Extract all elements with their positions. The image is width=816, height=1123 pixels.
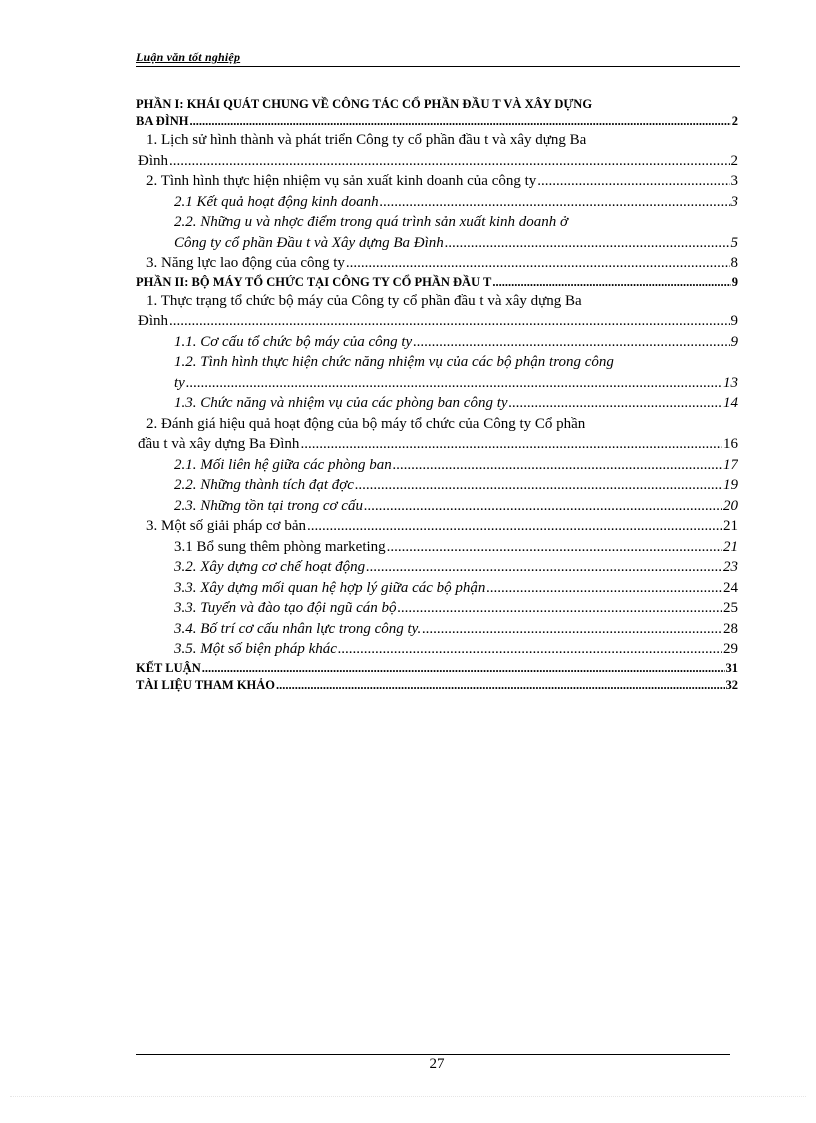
- toc-part-title: TÀI LIỆU THAM KHẢO: [136, 677, 276, 692]
- toc-item-title: 3.5. Một số biện pháp khác: [174, 641, 337, 657]
- toc-p2-item-3-3b[interactable]: [136, 598, 738, 619]
- toc-p2-item-3-2[interactable]: [136, 557, 738, 578]
- toc-page-number: 9: [731, 274, 738, 289]
- leader-dots: [413, 332, 729, 353]
- header-title: Luận văn tốt nghiệp: [136, 50, 241, 64]
- leader-dots: [387, 537, 722, 558]
- toc-item-title-cont: ty: [174, 374, 185, 391]
- toc-page-number: 29: [723, 641, 738, 657]
- toc-page-number: 8: [730, 255, 738, 271]
- toc-p2-item-1-3[interactable]: [136, 393, 738, 414]
- leader-dots: [509, 393, 722, 414]
- toc-item-1[interactable]: [136, 151, 738, 172]
- toc-item-title-cont: Công ty cổ phần Đầu t và Xây dựng Ba Đình: [174, 234, 444, 251]
- toc-item-title: 3.4. Bố trí cơ cấu nhân lực trong công ty.: [174, 620, 422, 637]
- toc-page-number: 2: [730, 152, 738, 169]
- toc-part-title: PHẦN II: BỘ MÁY TỔ CHỨC TẠI CÔNG TY CỔ PHẦN ĐẦU T: [136, 274, 492, 289]
- toc-item-2-1[interactable]: [136, 192, 738, 213]
- toc-item-1-line1: 1. Lịch sử hình thành và phát triển Công ty cổ phần đầu t và xây dựng Ba: [146, 132, 587, 148]
- page-header: [136, 48, 740, 67]
- table-of-contents: [136, 96, 738, 694]
- leader-dots: [492, 274, 730, 291]
- leader-dots: [393, 455, 722, 476]
- toc-part-title: KẾT LUẬN: [136, 660, 201, 675]
- leader-dots: [169, 151, 730, 172]
- toc-item-title: 2.2. Những thành tích đạt đợc: [174, 477, 354, 493]
- toc-part1-title-cont: BA ĐÌNH: [136, 114, 189, 128]
- toc-references[interactable]: [136, 677, 738, 694]
- leader-dots: [338, 639, 722, 660]
- toc-page-number: 24: [723, 579, 738, 596]
- leader-dots: [486, 578, 722, 599]
- page-bottom-edge: [10, 1096, 806, 1097]
- toc-p2-item-1-line1: 1. Thực trạng tổ chức bộ máy của Công ty cổ phần đầu t và xây dựng Ba: [146, 292, 582, 309]
- toc-page-number: 20: [723, 497, 738, 514]
- leader-dots: [380, 192, 730, 213]
- toc-page-number: 13: [723, 374, 738, 391]
- toc-item-2[interactable]: [136, 171, 738, 192]
- toc-item-title: 3.3. Xây dựng mối quan hệ hợp lý giữa các bộ phận: [174, 579, 486, 596]
- toc-item-title-cont: Đình: [138, 313, 168, 329]
- toc-p2-item-3-5[interactable]: [136, 639, 738, 660]
- toc-p2-item-3-4[interactable]: [136, 619, 738, 640]
- leader-dots: [364, 496, 722, 517]
- toc-item-title: 2.1 Kết quả hoạt động kinh doanh: [174, 193, 379, 210]
- toc-page-number: 16: [723, 436, 738, 452]
- toc-part1-line1: PHẦN I: KHÁI QUÁT CHUNG VỀ CÔNG TÁC CỔ PHẦN ĐẦU T VÀ XÂY DỰNG: [136, 97, 593, 111]
- leader-dots: [300, 434, 722, 455]
- toc-p2-item-1[interactable]: [136, 311, 738, 332]
- toc-item-2-2[interactable]: [136, 233, 738, 254]
- leader-dots: [537, 171, 729, 192]
- toc-part2[interactable]: [136, 274, 738, 291]
- toc-item-title: 3. Một số giải pháp cơ bản: [146, 518, 306, 534]
- toc-p2-item-1-2[interactable]: [136, 373, 738, 394]
- toc-page-number: 25: [723, 600, 738, 616]
- toc-item-3[interactable]: [136, 253, 738, 274]
- leader-dots: [169, 311, 730, 332]
- toc-part1-line2[interactable]: [136, 113, 738, 130]
- toc-item-title: 3. Năng lực lao động của công ty: [146, 255, 345, 271]
- leader-dots: [202, 660, 725, 677]
- toc-item-title: 2. Tình hình thực hiện nhiệm vụ sản xuất kinh doanh của công ty: [146, 173, 537, 189]
- toc-page-number: 17: [723, 456, 738, 473]
- toc-p2-item-1-2-line1: 1.2. Tình hình thực hiện chức năng nhiệm vụ của các bộ phận trong công: [174, 354, 614, 370]
- toc-item-title: 2.1. Mối liên hệ giữa các phòng ban: [174, 456, 392, 473]
- leader-dots: [346, 253, 730, 274]
- footer-divider: [136, 1054, 730, 1055]
- toc-page-number: 2: [731, 114, 738, 128]
- toc-page-number: 21: [723, 538, 738, 555]
- toc-p2-item-2-1[interactable]: [136, 455, 738, 476]
- leader-dots: [355, 475, 722, 496]
- leader-dots: [276, 677, 724, 694]
- toc-page-number: 5: [730, 234, 738, 251]
- toc-p2-item-1-1[interactable]: [136, 332, 738, 353]
- toc-p2-item-3-3a[interactable]: [136, 578, 738, 599]
- toc-page-number: 19: [723, 477, 738, 493]
- toc-item-title: 1.3. Chức năng và nhiệm vụ của các phòng ban công ty: [174, 395, 508, 411]
- toc-page-number: 31: [725, 660, 738, 675]
- leader-dots: [189, 113, 730, 130]
- toc-p2-item-2-line1: 2. Đánh giá hiệu quả hoạt động của bộ máy tổ chức của Công ty Cổ phần: [146, 415, 586, 432]
- leader-dots: [307, 516, 722, 537]
- toc-page-number: 21: [723, 518, 738, 534]
- toc-item-title: 3.2. Xây dựng cơ chế hoạt động: [174, 559, 366, 575]
- toc-page-number: 32: [725, 677, 738, 692]
- leader-dots: [366, 557, 722, 578]
- toc-item-title-cont: Đình: [138, 152, 168, 169]
- toc-page-number: 9: [730, 313, 738, 329]
- toc-conclusion[interactable]: [136, 660, 738, 677]
- toc-p2-item-2[interactable]: [136, 434, 738, 455]
- toc-page-number: 3: [730, 193, 738, 210]
- toc-page-number: 23: [723, 559, 738, 575]
- toc-p2-item-3[interactable]: [136, 516, 738, 537]
- toc-page-number: 28: [723, 620, 738, 637]
- toc-p2-item-2-2[interactable]: [136, 475, 738, 496]
- toc-page-number: 3: [730, 173, 738, 189]
- leader-dots: [397, 598, 722, 619]
- leader-dots: [445, 233, 730, 254]
- toc-page-number: 9: [730, 333, 738, 350]
- toc-item-title: 3.3. Tuyển và đào tạo đội ngũ cán bộ: [174, 600, 397, 616]
- toc-item-title-cont: đầu t và xây dựng Ba Đình: [138, 436, 300, 452]
- toc-item-title: 1.1. Cơ cấu tổ chức bộ máy của công ty: [174, 333, 413, 350]
- toc-item-title: 3.1 Bổ sung thêm phòng marketing: [174, 538, 386, 555]
- leader-dots: [422, 619, 722, 640]
- toc-p2-item-2-3[interactable]: [136, 496, 738, 517]
- leader-dots: [186, 373, 722, 394]
- toc-item-title: 2.3. Những tồn tại trong cơ cấu: [174, 497, 363, 514]
- footer-page-number: 27: [429, 1056, 445, 1072]
- toc-item-2-2-line1: 2.2. Những u và nhợc điểm trong quá trình sản xuất kinh doanh ở: [174, 214, 569, 230]
- toc-p2-item-3-1[interactable]: [136, 537, 738, 558]
- toc-page-number: 14: [723, 395, 738, 411]
